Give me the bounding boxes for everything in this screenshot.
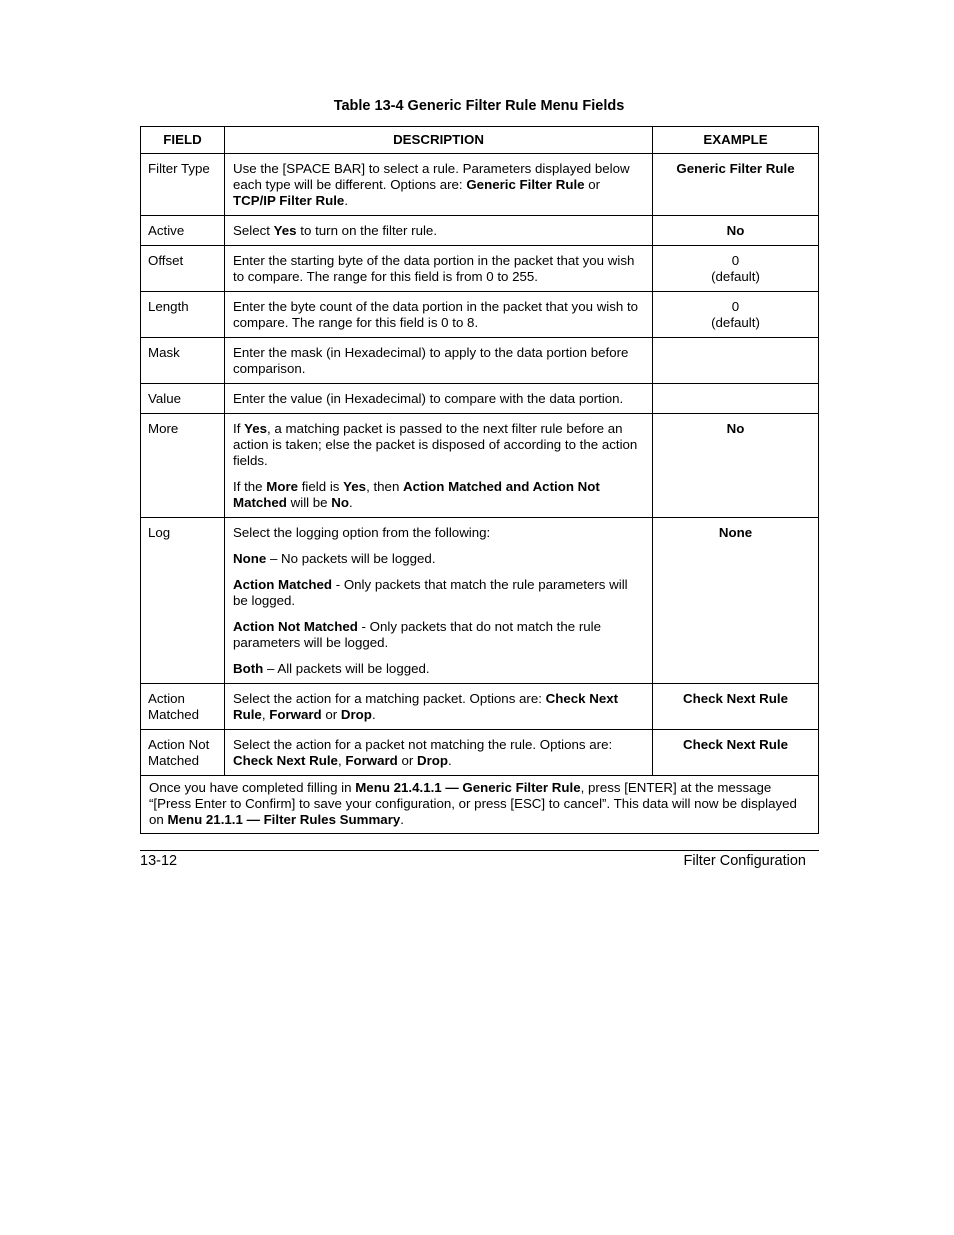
bold-text: Action Not Matched xyxy=(233,619,358,634)
text-run: Enter the byte count of the data portion in the packet that you wish to compare. The range for this field is 0 to 8. xyxy=(233,299,639,330)
footer-divider xyxy=(140,850,819,851)
table-row xyxy=(141,384,819,414)
field-example xyxy=(653,684,819,730)
example-value: Check Next Rule xyxy=(683,691,788,706)
field-name: Mask xyxy=(141,338,225,384)
bold-text: Action Matched and Action Not Matched xyxy=(233,479,600,510)
example-value: Generic Filter Rule xyxy=(676,161,795,176)
field-name: Value xyxy=(141,384,225,414)
text-run: , xyxy=(261,707,270,722)
text-run: will be xyxy=(286,495,332,510)
field-example xyxy=(653,216,819,246)
bold-text: Yes xyxy=(343,479,367,494)
field-description xyxy=(225,246,653,292)
field-description xyxy=(225,684,653,730)
field-name: Offset xyxy=(141,246,225,292)
field-name: Length xyxy=(141,292,225,338)
bold-text: Drop xyxy=(417,753,449,768)
description-paragraph xyxy=(233,577,644,609)
example-value: Check Next Rule xyxy=(683,737,788,752)
text-run: . xyxy=(371,707,376,722)
bold-text: Forward xyxy=(345,753,398,768)
field-name: Action Matched xyxy=(141,684,225,730)
text-run: - Only packets that do not match the rule parameters will be logged. xyxy=(233,619,602,650)
text-run: . xyxy=(349,495,353,510)
field-name: More xyxy=(141,414,225,518)
field-description xyxy=(225,414,653,518)
field-example xyxy=(653,414,819,518)
text-run: or xyxy=(397,753,418,768)
bold-text: More xyxy=(266,479,299,494)
table-row xyxy=(141,414,819,518)
bold-text: Yes xyxy=(273,223,297,238)
description-paragraph xyxy=(233,737,644,769)
table-row xyxy=(141,338,819,384)
table-note xyxy=(141,776,819,834)
description-paragraph xyxy=(233,391,644,407)
table-row xyxy=(141,246,819,292)
field-name: Active xyxy=(141,216,225,246)
footer-page-number: 13-12 xyxy=(140,853,178,869)
field-name: Action Not Matched xyxy=(141,730,225,776)
field-description xyxy=(225,216,653,246)
description-paragraph xyxy=(233,421,644,469)
header-description: DESCRIPTION xyxy=(225,127,653,154)
text-run: , then xyxy=(366,479,404,494)
field-example xyxy=(653,730,819,776)
bold-text: Check Next Rule xyxy=(233,691,619,722)
filter-rule-fields-table xyxy=(140,126,819,834)
header-field: FIELD xyxy=(141,127,225,154)
text-run: Select the logging option from the following: xyxy=(233,525,491,540)
description-paragraph xyxy=(233,345,644,377)
text-run: to turn on the filter rule. xyxy=(296,223,438,238)
bold-text: Menu 21.1.1 — Filter Rules Summary xyxy=(167,812,401,827)
description-paragraph xyxy=(233,691,644,723)
field-description xyxy=(225,730,653,776)
example-value: 0 xyxy=(731,253,740,268)
text-run: , a matching packet is passed to the next filter rule before an action is taken; else the packet is disposed of according to the action fields. xyxy=(233,421,638,468)
text-run: . xyxy=(344,193,349,208)
table-row xyxy=(141,154,819,216)
field-example xyxy=(653,154,819,216)
text-run: Select xyxy=(233,223,274,238)
bold-text: Generic Filter Rule xyxy=(466,177,585,192)
description-paragraph xyxy=(233,479,644,511)
field-description xyxy=(225,292,653,338)
text-run: Enter the mask (in Hexadecimal) to apply to the data portion before comparison. xyxy=(233,345,629,376)
text-run: – All packets will be logged. xyxy=(263,661,430,676)
example-default-note: (default) xyxy=(711,269,760,284)
bold-text: No xyxy=(331,495,350,510)
field-name: Log xyxy=(141,518,225,684)
bold-text: Check Next Rule xyxy=(233,753,338,768)
field-description xyxy=(225,518,653,684)
description-paragraph xyxy=(233,253,644,285)
table-row xyxy=(141,292,819,338)
table-body xyxy=(141,154,819,776)
bold-text: Menu 21.4.1.1 — Generic Filter Rule xyxy=(355,780,581,795)
text-run: If xyxy=(233,421,245,436)
text-run: Once you have completed filling in xyxy=(149,780,356,795)
description-paragraph xyxy=(233,551,644,567)
example-value: No xyxy=(726,223,745,238)
table-header-row xyxy=(141,127,819,154)
bold-text: TCP/IP Filter Rule xyxy=(233,193,345,208)
field-description xyxy=(225,338,653,384)
text-run: or xyxy=(321,707,341,722)
text-run: Use the [SPACE BAR] to select a rule. Parameters displayed below each type will be different. Options are: xyxy=(233,161,630,192)
description-paragraph xyxy=(233,661,644,677)
text-run: , xyxy=(337,753,346,768)
description-paragraph xyxy=(233,161,644,209)
bold-text: Forward xyxy=(269,707,322,722)
table-row xyxy=(141,518,819,684)
example-value: None xyxy=(718,525,753,540)
field-example xyxy=(653,338,819,384)
text-run: field is xyxy=(298,479,344,494)
text-run: If the xyxy=(233,479,267,494)
table-row xyxy=(141,730,819,776)
field-name: Filter Type xyxy=(141,154,225,216)
example-default-note: (default) xyxy=(711,315,760,330)
table-row xyxy=(141,216,819,246)
description-paragraph xyxy=(233,525,644,541)
field-example xyxy=(653,246,819,292)
bold-text: Both xyxy=(233,661,264,676)
text-run: . xyxy=(400,812,404,827)
field-example xyxy=(653,292,819,338)
field-example xyxy=(653,384,819,414)
table-caption: Table 13-4 Generic Filter Rule Menu Fields xyxy=(333,98,625,114)
text-run: . xyxy=(448,753,452,768)
description-paragraph xyxy=(233,619,644,651)
text-run: Select the action for a packet not matching the rule. Options are: xyxy=(233,737,613,752)
example-value: 0 xyxy=(731,299,740,314)
header-example: EXAMPLE xyxy=(653,127,819,154)
text-run: – No packets will be logged. xyxy=(266,551,436,566)
description-paragraph xyxy=(233,223,644,239)
field-description xyxy=(225,384,653,414)
footer-section-title: Filter Configuration xyxy=(683,853,806,869)
text-run: Enter the starting byte of the data portion in the packet that you wish to compare. The range for this field is from 0 to 255. xyxy=(233,253,635,284)
bold-text: None xyxy=(233,551,267,566)
text-run: Enter the value (in Hexadecimal) to compare with the data portion. xyxy=(233,391,624,406)
bold-text: Yes xyxy=(244,421,268,436)
table-row xyxy=(141,684,819,730)
text-run: - Only packets that match the rule parameters will be logged. xyxy=(233,577,628,608)
text-run: Select the action for a matching packet. Options are: xyxy=(233,691,546,706)
field-description xyxy=(225,154,653,216)
bold-text: Action Matched xyxy=(233,577,332,592)
description-paragraph xyxy=(233,299,644,331)
text-run: , press [ENTER] at the message “[Press Enter to Confirm] to save your configuration, or press [ESC] to cancel”. This data will now be displayed on xyxy=(149,780,797,827)
text-run: or xyxy=(584,177,601,192)
example-value: No xyxy=(726,421,745,436)
bold-text: Drop xyxy=(340,707,372,722)
field-example xyxy=(653,518,819,684)
table-note-row xyxy=(141,776,819,834)
